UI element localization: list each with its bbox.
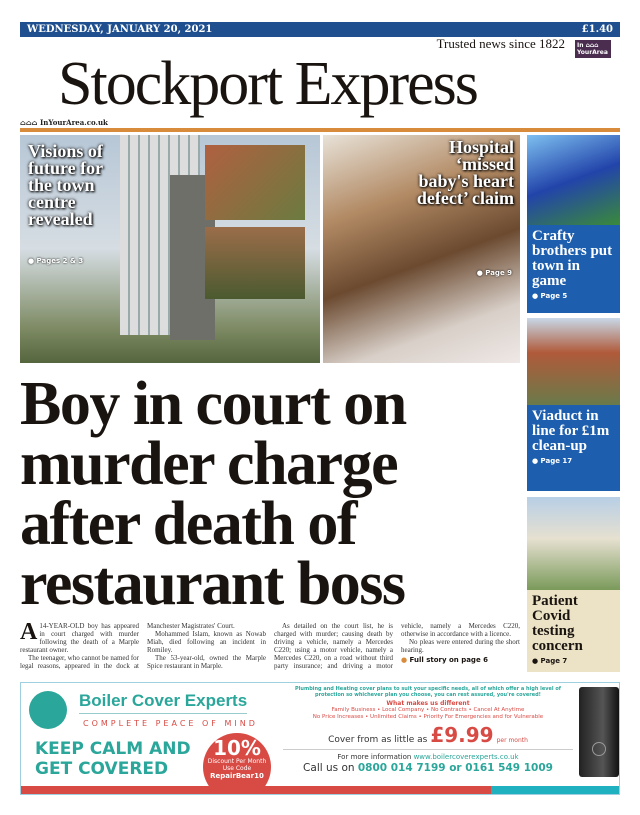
drop-cap: A [20,619,38,645]
viaduct-image [527,318,620,405]
ad-brand: Boiler Cover Experts [79,691,247,714]
ad-info [283,752,573,762]
paragraph: The 53-year-old, owned the Marple Spice restaurant in Marple. [147,654,266,670]
page-ref: ● Page 17 [532,457,573,465]
ad-url[interactable]: www.boilercoverexperts.co.uk [413,753,519,761]
story-headline: Crafty brothers put town in game [532,228,613,289]
issue-date: WEDNESDAY, JANUARY 20, 2021 [27,24,213,35]
feature-headline: Hospital ‘missed baby's heart defect’ claim [416,137,514,208]
discount-text: Discount Per Month Use Code [207,758,267,772]
cover-price: £1.40 [581,24,613,35]
ad-stripe [491,786,620,794]
inset-photo [205,227,305,299]
ad-keep-calm [35,739,191,779]
price-value: £9.99 [430,723,494,747]
paragraph: No pleas were entered during the short hearing. [401,638,520,654]
lead-story-body [20,619,520,670]
hospital-image [527,497,620,590]
paragraph: The teenager, who cannot be named for legal reasons, appeared in the dock at Manchester Magistrates' Court. [20,622,235,670]
price-pre: Cover from as little as [328,735,428,745]
minecraft-image [527,135,620,225]
page-ref: ● Page 9 [476,269,512,277]
ad-diff-line: Family Business • Local Company • No Contracts • Cancel At Anytime [331,707,525,713]
discount-code: RepairBear10 [210,772,264,780]
full-story-link[interactable]: ● Full story on page 6 [401,656,520,665]
polar-bear-logo-icon [29,691,67,729]
boiler-image [579,687,619,777]
ad-intro: Plumbing and Heating cover plans to suit your specific needs, all of which offer a high level of protection so whichever plan you choose, you can rest assured, you're covered! [295,686,561,698]
ad-line: GET COVERED [35,759,169,779]
paragraph: Mohammed Islam, known as Nowab Miah, died following an incident in Romiley. [147,630,266,654]
feature-headline: Visions of future for the town centre revealed [28,141,103,229]
ad-diff-line: No Price Increases • Unlimited Claims • Priority For Emergencies and for Vulnerable [312,714,544,720]
lead-headline: Boy in court on murder charge after death of restaurant boss [20,370,406,618]
paragraph: 14-YEAR-OLD boy has appeared in court charged with murder following the death of a Marple restaurant owner. [20,622,139,654]
ad-diff-title: What makes us different [386,700,470,707]
date-bar [20,22,620,37]
ad-price [283,723,573,750]
tagline: Trusted news since 1822 [436,36,565,51]
ad-line: KEEP CALM AND [35,739,191,759]
story-headline: Viaduct in line for £1m clean-up [532,408,610,454]
hospital-feature[interactable] [323,135,520,363]
ad-slogan: COMPLETE PEACE OF MIND [83,719,258,728]
advertisement[interactable] [20,682,620,795]
newspaper-title: Stockport Express [58,50,477,118]
phone-numbers[interactable]: 0800 014 7199 or 0161 549 1009 [357,762,553,774]
sidebar-story[interactable] [527,225,620,313]
ad-stripe [21,786,491,794]
page-ref: ● Pages 2 & 3 [28,257,84,265]
paragraph: As detailed on the court list, he is charged with murder; causing death by driving a vehicle, namely a Mercedes C220; using a motor vehicle, namely a Mercedes C220, on a road without third party insurance; and driving a motor vehicle, namely a Mercedes C220, otherwise in accordance with a licence. [274,622,520,670]
inset-photo [205,145,305,220]
call-pre: Call us on [303,762,355,774]
ad-details [283,686,573,775]
discount-value: 10% [213,736,261,760]
sidebar-story[interactable] [527,405,620,491]
ad-phone [283,762,573,775]
divider [20,128,620,132]
page-ref: ● Page 5 [532,292,568,300]
sidebar-story[interactable] [527,590,620,672]
town-centre-feature[interactable] [20,135,320,363]
story-headline: Patient Covid testing concern [532,593,583,654]
info-pre: For more information [337,753,412,761]
page-ref: ● Page 7 [532,657,568,665]
inyourarea-logo: In ⌂⌂⌂ YourArea [575,40,611,58]
price-post: per month [496,737,528,744]
website-link: ⌂⌂⌂ InYourArea.co.uk [20,118,108,127]
